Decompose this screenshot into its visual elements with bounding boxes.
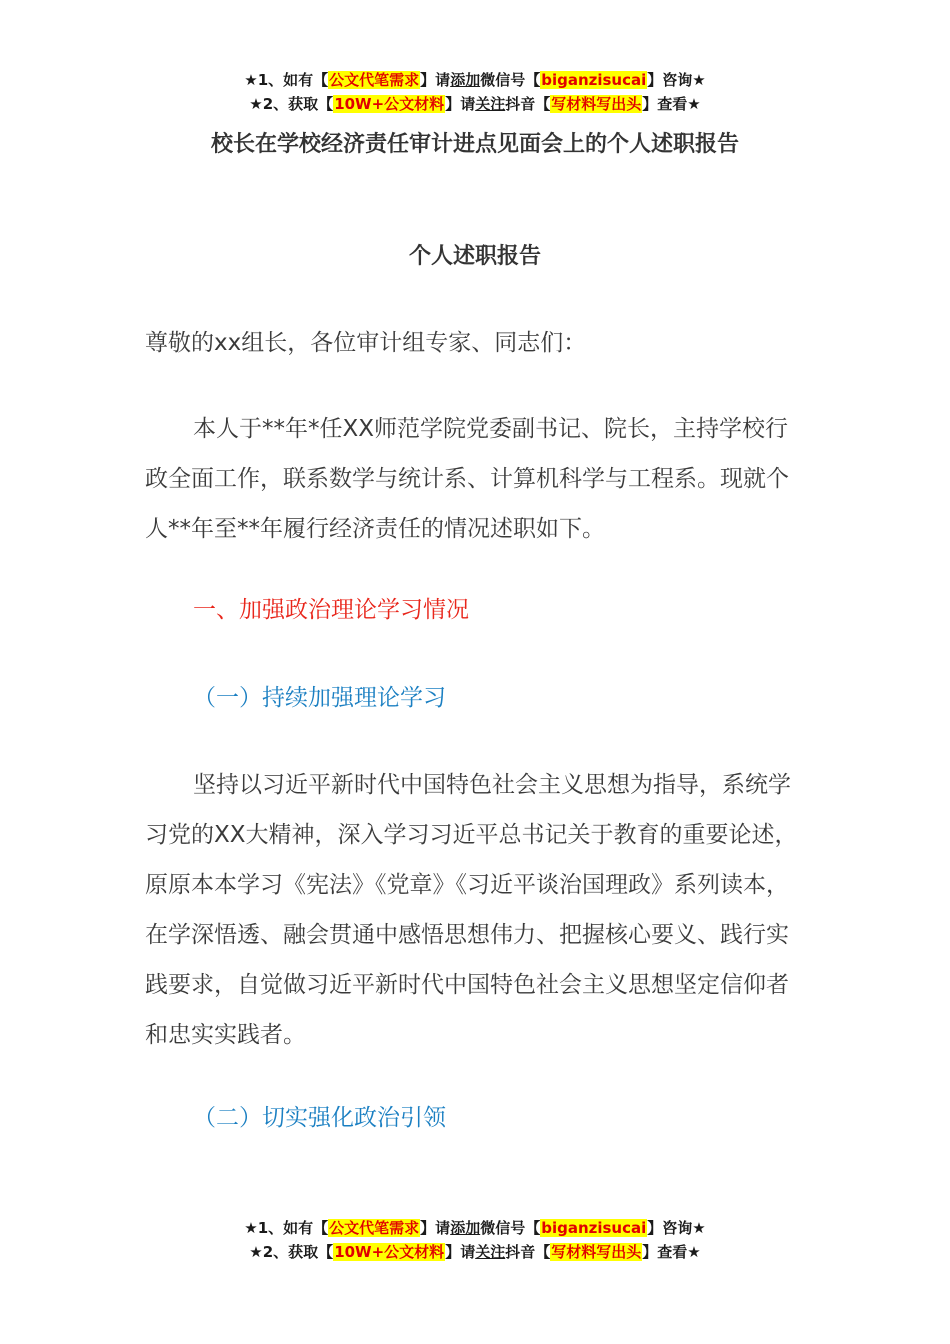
banner-highlight: 10W+公文材料 xyxy=(334,95,445,113)
salutation: 尊敬的xx组长，各位审计组专家、同志们： xyxy=(145,330,587,356)
section-heading-1: 一、加强政治理论学习情况 xyxy=(193,597,469,623)
banner-text: 】请 xyxy=(420,1219,451,1237)
subsection-1-paragraph: 坚持以习近平新时代中国特色社会主义思想为指导，系统学习党的XX大精神，深入学习习近平总书记关于教育的重要论述，原原本本学习《宪法》《党章》《习近平谈治国理政》系列读本，在学深悟透、融会贯通中感悟思想伟力、把握核心要义、践行实践要求，自觉做习近平新时代中国特色社会主义思想坚定信仰者和忠实实践者。 xyxy=(145,772,798,1048)
banner-text: 抖音【 xyxy=(505,1243,551,1261)
document-title: 校长在学校经济责任审计进点见面会上的个人述职报告 xyxy=(210,132,739,157)
banner-underline: 关注 xyxy=(475,1243,506,1261)
subsection-heading-2: （二）切实强化政治引领 xyxy=(193,1105,446,1131)
banner-text: ★1、如有【 xyxy=(244,71,329,89)
banner-underline: 添加 xyxy=(450,1219,481,1237)
banner-text: ★1、如有【 xyxy=(244,1219,329,1237)
banner-highlight: biganzisucai xyxy=(541,1219,647,1237)
intro-paragraph: 本人于**年*任XX师范学院党委副书记、院长，主持学校行政全面工作，联系数学与统计系、计算机科学与工程系。现就个人**年至**年履行经济责任的情况述职如下。 xyxy=(145,416,789,542)
banner-highlight: 公文代笔需求 xyxy=(329,1219,420,1237)
banner-line-1 xyxy=(0,1216,950,1240)
banner-highlight: 10W+公文材料 xyxy=(334,1243,445,1261)
banner-line-2 xyxy=(0,1240,950,1264)
banner-text: 微信号【 xyxy=(480,71,541,89)
banner-text: 】请 xyxy=(445,95,476,113)
banner-text: 】请 xyxy=(420,71,451,89)
banner-highlight: 写材料写出头 xyxy=(551,1243,642,1261)
report-subtitle: 个人述职报告 xyxy=(408,244,541,269)
banner-text: 】咨询★ xyxy=(647,71,706,89)
banner-text: 】查看★ xyxy=(642,95,701,113)
banner-text: 】咨询★ xyxy=(647,1219,706,1237)
banner-line-2 xyxy=(0,92,950,116)
banner-highlight: biganzisucai xyxy=(541,71,647,89)
banner-text: 】查看★ xyxy=(642,1243,701,1261)
banner-text: 抖音【 xyxy=(505,95,551,113)
banner-underline: 添加 xyxy=(450,71,481,89)
banner-text: 】请 xyxy=(445,1243,476,1261)
banner-highlight: 写材料写出头 xyxy=(551,95,642,113)
banner-text: 微信号【 xyxy=(480,1219,541,1237)
banner-text: ★2、获取【 xyxy=(249,95,334,113)
subsection-heading-1: （一）持续加强理论学习 xyxy=(193,685,446,711)
banner-text: ★2、获取【 xyxy=(249,1243,334,1261)
footer-banner xyxy=(0,1216,950,1264)
header-banner xyxy=(0,68,950,116)
banner-underline: 关注 xyxy=(475,95,506,113)
banner-highlight: 公文代笔需求 xyxy=(329,71,420,89)
banner-line-1 xyxy=(0,68,950,92)
